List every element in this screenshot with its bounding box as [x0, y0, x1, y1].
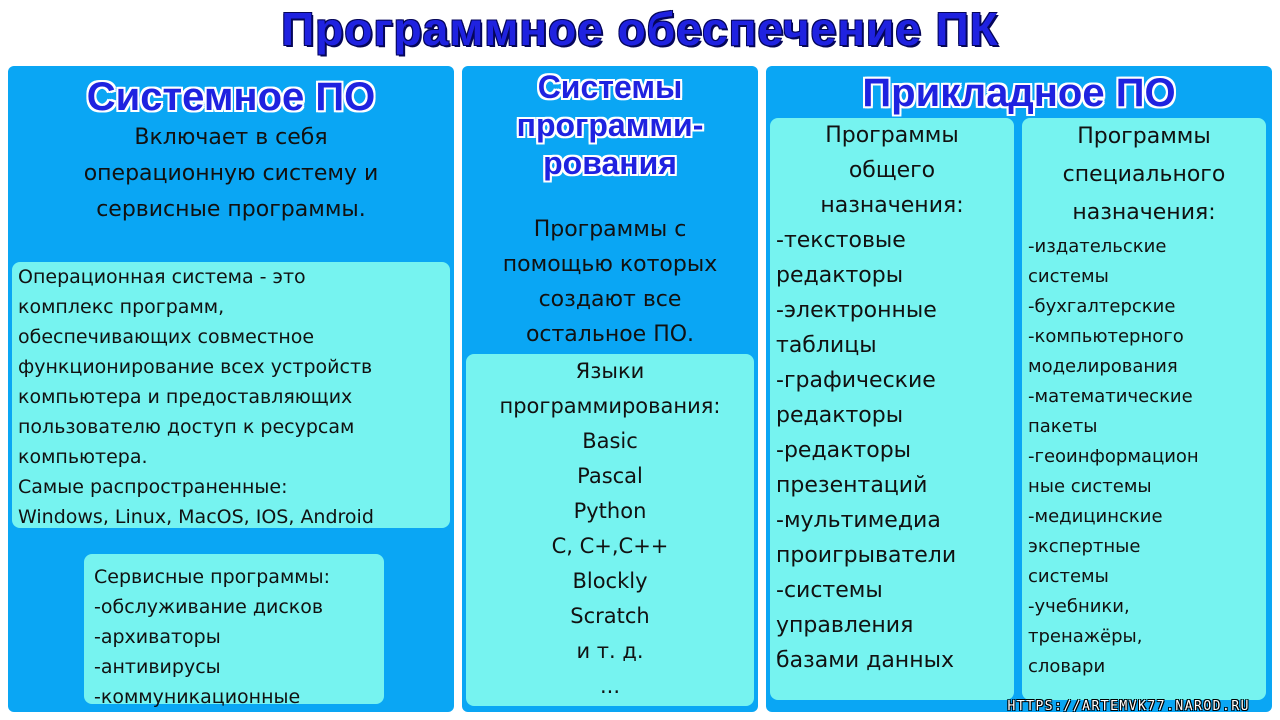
general-heading: общего	[848, 158, 936, 183]
programming-systems-panel	[462, 66, 758, 712]
service-line: Сервисные программы:	[94, 566, 331, 588]
general-heading: Программы	[825, 123, 959, 148]
general-item: таблицы	[776, 333, 877, 358]
languages-box	[466, 354, 754, 706]
general-item: -текстовые	[776, 228, 906, 253]
languages-heading: программирования:	[499, 394, 721, 418]
languages-heading: Языки	[575, 359, 645, 383]
language-item: Blockly	[572, 569, 648, 593]
special-item: моделирования	[1028, 356, 1178, 377]
page-title: Программное обеспечение ПК	[281, 3, 999, 55]
special-heading: специального	[1062, 162, 1226, 187]
general-item: -графические	[776, 368, 936, 393]
credit-link[interactable]: HTTPS://ARTEMVK77.NAROD.RU	[1007, 699, 1250, 714]
special-item: -геоинформацион	[1028, 446, 1199, 467]
service-line: -коммуникационные	[94, 686, 301, 708]
special-item: -учебники,	[1028, 596, 1130, 617]
special-heading: назначения:	[1072, 200, 1216, 225]
os-line: компьютера.	[18, 446, 148, 468]
service-line: -архиваторы	[94, 626, 221, 648]
applied-software-heading: Прикладное ПО	[862, 71, 1176, 115]
general-heading: назначения:	[820, 193, 964, 218]
language-item: ...	[599, 674, 621, 698]
os-line: Самые распространенные:	[18, 476, 288, 498]
system-software-panel	[8, 66, 454, 712]
os-line: пользователю доступ к ресурсам	[18, 416, 355, 438]
system-software-intro	[8, 120, 454, 228]
special-item: -бухгалтерские	[1028, 296, 1176, 317]
heading-line: рования	[543, 145, 677, 181]
special-item: ные системы	[1028, 476, 1152, 497]
language-item: Pascal	[577, 464, 643, 488]
intro-line: сервисные программы.	[96, 197, 366, 222]
service-line: -обслуживание дисков	[94, 596, 324, 618]
intro-line: Включает в себя	[134, 125, 328, 150]
general-item: -мультимедиа	[776, 508, 941, 533]
special-heading: Программы	[1077, 124, 1211, 149]
general-item: проигрыватели	[776, 543, 957, 568]
system-software-heading: Системное ПО	[86, 75, 376, 119]
intro-line: Программы с	[533, 217, 687, 242]
special-item: -издательские	[1028, 236, 1167, 257]
os-line: компьютера и предоставляющих	[18, 386, 353, 408]
os-line: Windows, Linux, MacOS, IOS, Android	[18, 506, 374, 528]
intro-line: операционную систему и	[83, 161, 379, 186]
special-item: системы	[1028, 266, 1109, 287]
intro-line: создают все	[538, 287, 682, 312]
language-item: Scratch	[570, 604, 650, 628]
general-item: управления	[776, 613, 914, 638]
intro-line: помощью которых	[502, 252, 718, 277]
os-definition-box	[12, 262, 450, 528]
special-item: экспертные	[1028, 536, 1141, 557]
special-item: -математические	[1028, 386, 1193, 407]
general-item: редакторы	[776, 403, 904, 428]
programming-systems-heading	[462, 68, 758, 182]
language-item: Basic	[582, 429, 638, 453]
general-item: -редакторы	[776, 438, 912, 463]
heading-line: программи-	[516, 107, 704, 143]
special-item: системы	[1028, 566, 1109, 587]
language-item: C, C+,C++	[551, 534, 669, 558]
os-line: Операционная система - это	[18, 266, 306, 288]
general-item: -системы	[776, 578, 883, 603]
applied-software-panel	[766, 66, 1272, 712]
general-item: презентаций	[776, 473, 928, 498]
special-item: -компьютерного	[1028, 326, 1184, 347]
intro-line: остальное ПО.	[525, 322, 695, 347]
service-programs-box	[84, 554, 384, 708]
os-line: комплекс программ,	[18, 296, 225, 318]
general-item: базами данных	[776, 648, 954, 673]
heading-line: Системы	[537, 69, 683, 105]
language-item: Python	[573, 499, 647, 523]
os-line: функционирование всех устройств	[18, 356, 373, 378]
os-line: обеспечивающих совместное	[18, 326, 315, 348]
service-line: -антивирусы	[94, 656, 221, 678]
general-item: редакторы	[776, 263, 904, 288]
special-purpose-box	[1022, 118, 1266, 700]
special-item: пакеты	[1028, 416, 1098, 437]
special-item: тренажёры,	[1028, 626, 1143, 647]
programming-systems-intro	[462, 212, 758, 352]
special-item: -медицинские	[1028, 506, 1163, 527]
special-item: словари	[1028, 656, 1106, 677]
general-item: -электронные	[776, 298, 937, 323]
general-purpose-box	[770, 118, 1014, 700]
language-item: и т. д.	[576, 639, 644, 663]
